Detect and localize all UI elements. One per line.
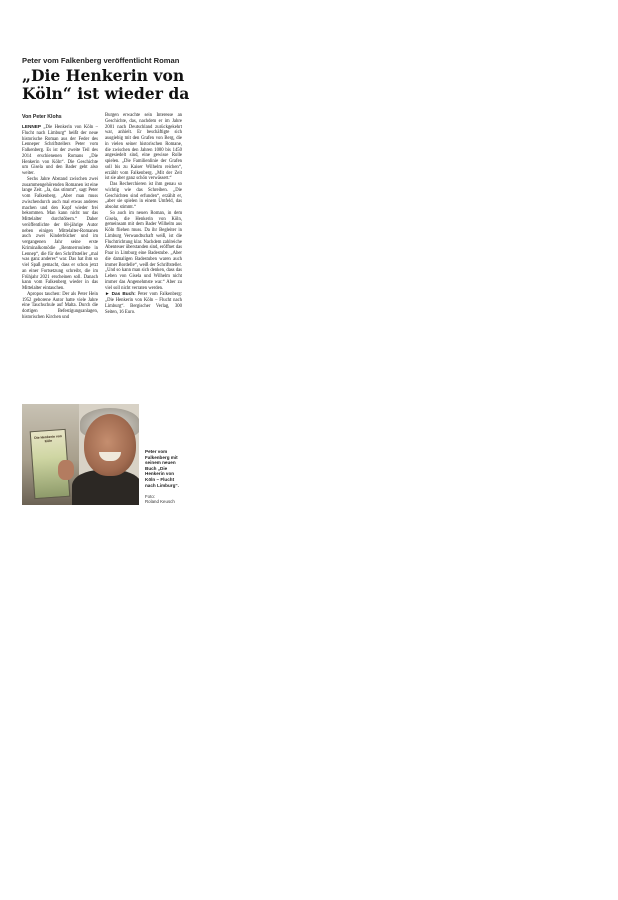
book-info bbox=[105, 291, 182, 315]
article-kicker: Peter vom Falkenberg veröffentlicht Roman bbox=[22, 56, 180, 65]
article-headline bbox=[22, 67, 222, 102]
article-byline: Von Peter Klohs bbox=[22, 114, 62, 120]
article-paragraph: Das Recherchieren ist ihm genau so wichtig wie das Schreiben. „Die Geschichten sind erfunden“, erzählt er, „aber sie spielen in einem Umfeld, das absolut stimmt.“ bbox=[105, 182, 182, 210]
photo-credit-label: Foto: bbox=[145, 494, 156, 499]
dateline: LENNEP bbox=[22, 124, 42, 129]
book-info-text: Peter vom Falkenberg: „Die Henkerin von Köln – Flucht nach Limburg“. Bergischer Verlag, 300 Seiten, 16 Euro. bbox=[105, 292, 182, 315]
article-paragraph: Sechs Jahre Abstand zwischen zwei zusammengehörenden Romanen ist eine lange Zeit. „Ja, das stimmt“, sagt Peter vom Falkenberg. „Aber man muss zwischendurch auch mal etwas anderes machen und den Kopf wieder frei bekommen. Man kann nicht nur das Mittelalter durchtöbern.“ Daher veröffentlichte der 68-jährige Autor neben einigen Mittelalter-Romanen auch zwei Kinderbücher und im vergangenen Jahr seine erste Kriminalkomödie „Rentnerroulette in Lennep“, die für den Schriftsteller „mal was ganz anderes“ war. Das hat ihm so viel Spaß gemacht, dass er schon jetzt an einer Fortsetzung schreibt, die im Frühjahr 2021 erscheinen soll. Danach kann vom Falkenberg wieder in das Mittelalter eintauchen. bbox=[22, 176, 98, 291]
arrow-icon: ► bbox=[105, 292, 110, 298]
photo-hand bbox=[58, 460, 74, 480]
article-paragraph: Apropos tauchen: Der als Peter Hein 1952 geborene Autor hatte viele Jahre eine Tauchschule auf Malta. Durch die dortigen Befestigungsanlagen, historischen Kirchen und bbox=[22, 291, 98, 320]
photo-person-face bbox=[84, 414, 136, 476]
paragraph-text: „Die Henkerin von Köln – Flucht nach Limburg“ heißt der neue historische Roman aus der Feder des Lenneper Schriftstellers Peter vom Falkenberg. Es ist der zweite Teil des 2014 erschienenen Romans „Die Henkerin von Köln“. Die Geschichte um Gisela und den Bader geht also weiter. bbox=[22, 125, 98, 176]
article-paragraph: So auch im neuen Roman, in dem Gisela, die Henkerin von Köln, gemeinsam mit dem Bader Wilhelm aus Köln fliehen muss. Da ihr Begleiter in Limburg Verwandtschaft weiß, ist die Fluchtrichtung klar. Nachdem zahlreiche Abenteuer überstanden sind, eröffnet das Paar in Limburg eine Badestube. „Aber die damaligen Badestuben waren auch immer Bordelle“, weiß der Schriftsteller. „Und so kann man sich denken, dass das Leben von Gisela und Wilhelm nicht immer das Angenehmste war.“ Aber zu viel soll nicht verraten werden. bbox=[105, 210, 182, 291]
headline-line-2: Köln“ ist wieder da bbox=[22, 83, 190, 103]
article-paragraph: Burgen erwachte sein Interesse an Geschichte, das, nachdem er im Jahre 2001 nach Deutschland zurückgekehrt war, anhielt. Er beschäftigte sich ausgiebig mit den Grafen von Berg, die in vielen seiner historischen Romane, die zwischen den Jahren 1000 bis 1450 angesiedelt sind, eine gewisse Rolle spielen. „Die Familienlinie der Grafen soll bis zu Kaiser Wilhelm reichen“, erzählt vom Falkenberg. „Mit der Zeit ist sie aber ganz schön verwässert.“ bbox=[105, 113, 182, 182]
article-column-2 bbox=[105, 113, 182, 315]
article-column-1 bbox=[22, 124, 98, 321]
book-info-label: Das Buch: bbox=[111, 291, 136, 297]
article-paragraph bbox=[22, 124, 98, 177]
photo-caption: Peter vom Falkenberg mit seinem neuen Buch „Die Henkerin von Köln – Flucht nach Limburg“. bbox=[145, 449, 179, 488]
author-photo bbox=[22, 404, 139, 505]
photo-credit-name: Roland Keusch bbox=[145, 499, 175, 505]
book-cover-title: Die Henkerin von Köln bbox=[34, 434, 63, 444]
headline-line-1: „Die Henkerin von bbox=[22, 66, 185, 85]
photo-credit bbox=[145, 494, 185, 504]
